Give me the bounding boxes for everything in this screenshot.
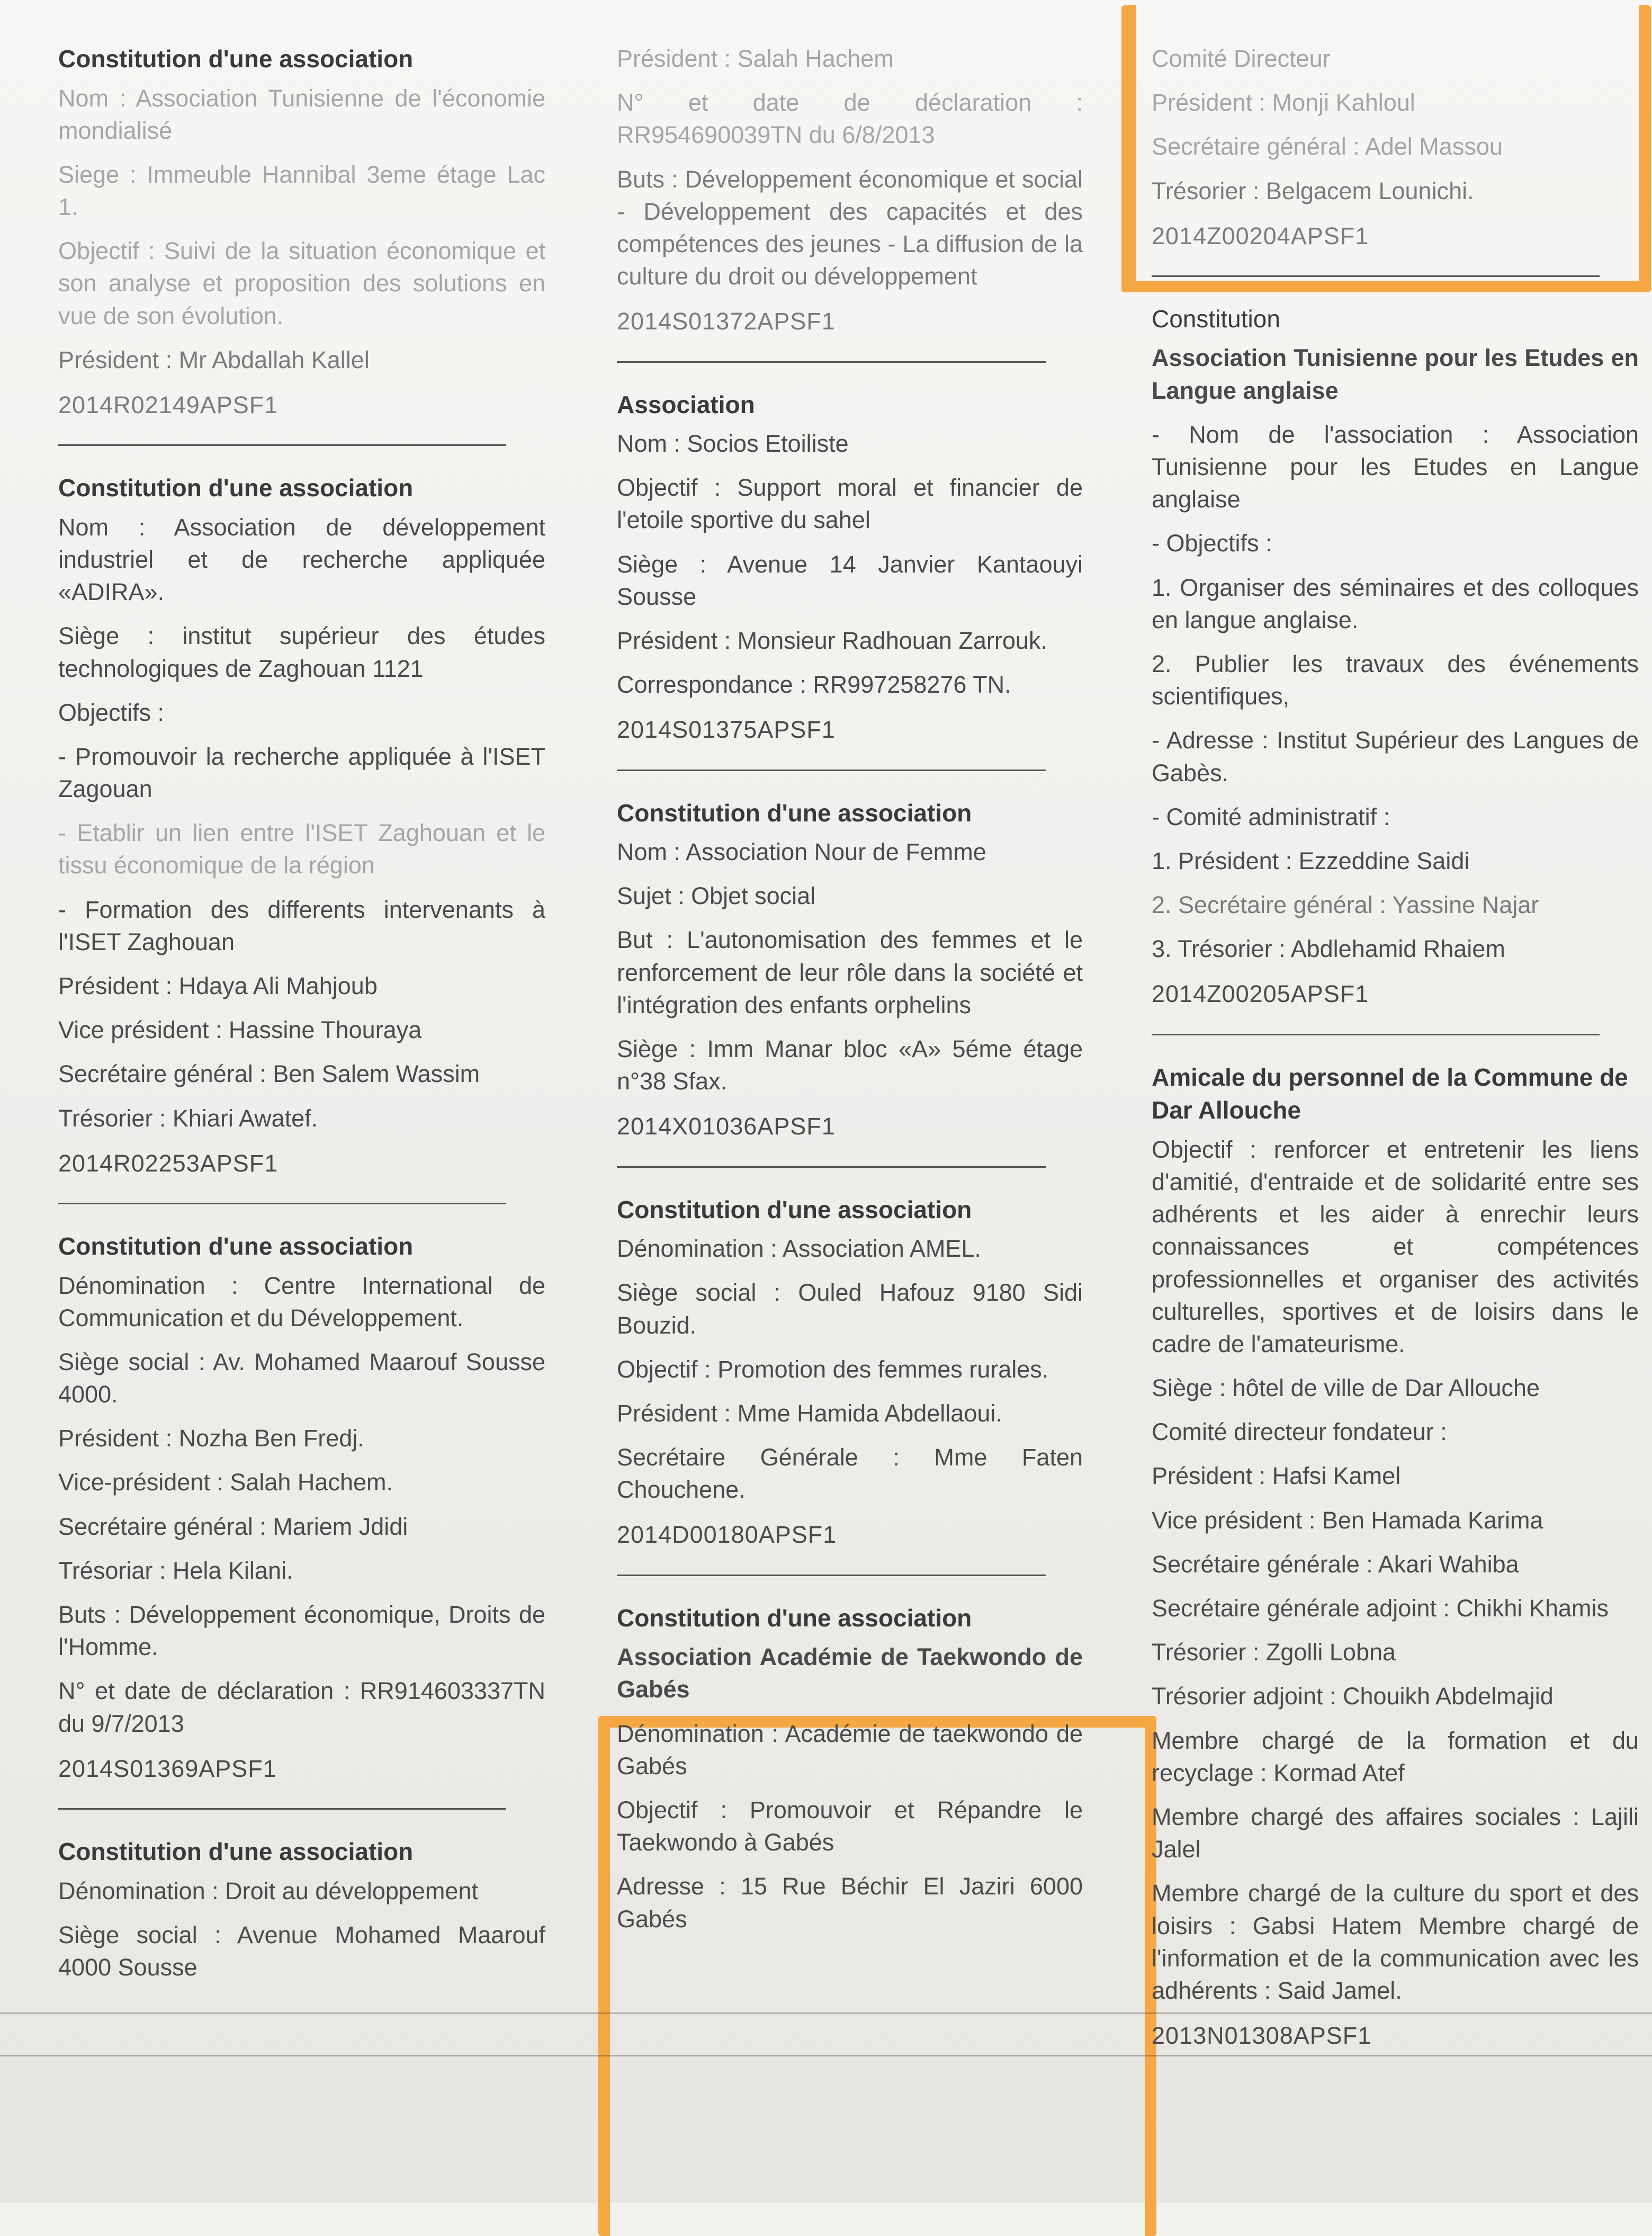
entry-line: Siège social : Av. Mohamed Maarouf Sousse 4000. [58,1348,545,1408]
separator [58,1203,506,1204]
column-2 [617,42,1083,1947]
entry [617,1193,1083,1551]
entry-heading: Constitution d'une association [58,1232,414,1260]
entry-line: Association Tunisienne pour les Etudes en Langue anglaise [1152,344,1639,404]
entry-line: Vice président : Ben Hamada Karima [1152,1506,1543,1534]
entry-line: Vice président : Hassine Thouraya [58,1016,422,1044]
entry-line: Objectif : Promotion des femmes rurales. [617,1355,1049,1383]
entry-line: Nom : Association Nour de Femme [617,838,986,866]
separator [617,1575,1046,1576]
entry [58,42,545,421]
entry-line: 3. Trésorier : Abdlehamid Rhaiem [1152,935,1505,963]
entry-line: Nom : Association Tunisienne de l'économie mondialisé [58,84,545,144]
entry-heading: Constitution d'une association [617,1195,972,1223]
entry-line: Siège : Imm Manar bloc «A» 5éme étage n°38 Sfax. [617,1035,1083,1095]
entry-line: Nom : Association de développement industriel et de recherche appliquée «ADIRA». [58,513,545,606]
entry [1152,42,1639,252]
entry-line: Dénomination : Droit au développement [58,1877,478,1904]
entry-heading: Constitution d'une association [58,1837,414,1865]
entry-line: Dénomination : Académie de taekwondo de Gabés [617,1720,1083,1779]
entry-line: 2. Publier les travaux des événements scientifiques, [1152,650,1639,710]
entry-line: N° et date de déclaration : RR914603337TN du 9/7/2013 [58,1677,545,1737]
entry-heading: Constitution d'une association [617,1604,972,1632]
entry-line: Correspondance : RR997258276 TN. [617,671,1011,699]
entry [617,42,1083,338]
reference-number: 2014S01369APSF1 [58,1755,277,1782]
entry-heading: Constitution d'une association [58,474,414,502]
entry-line: Siège : Avenue 14 Janvier Kantaouyi Sousse [617,550,1083,610]
entry-line: But : L'autonomisation des femmes et le renforcement de leur rôle dans la société et l'intégration des enfants orphelins [617,926,1083,1018]
entry-line: - Etablir un lien entre l'ISET Zaghouan et le tissu économique de la région [58,819,545,879]
reference-number: 2014S01372APSF1 [617,308,836,335]
separator [617,770,1046,771]
entry [58,1230,545,1785]
entry-line: Objectif : renforcer et entretenir les liens d'amitié, d'entraide et de solidarité entre ses adhérents et les aider à enrechir leurs connaissances et compétences professionnelles et organiser des activités culturelles, sportives et de loisirs dans le cadre de l'amateurisme. [1152,1135,1639,1357]
entry [617,797,1083,1143]
column-3 [1152,42,1639,2063]
entry-line: Adresse : 15 Rue Béchir El Jaziri 6000 Gabés [617,1873,1083,1933]
entry-line: Secrétaire général : Adel Massou [1152,133,1503,160]
entry-line: 1. Président : Ezzeddine Saidi [1152,847,1470,874]
entry-heading: Amicale du personnel de la Commune de Dar Allouche [1152,1063,1628,1124]
entry-line: Trésorier : Zgolli Lobna [1152,1639,1396,1666]
entry-line: Association Académie de Taekwondo de Gabés [617,1643,1083,1703]
entry-line: Siège social : Avenue Mohamed Maarouf 4000 Sousse [58,1921,545,1981]
entry-line: Président : Mme Hamida Abdellaoui. [617,1399,1002,1427]
entry-line: Membre chargé des affaires sociales : Lajili Jalel [1152,1803,1639,1863]
entry-line: N° et date de déclaration : RR954690039TN du 6/8/2013 [617,89,1083,149]
reference-number: 2014S01375APSF1 [617,716,836,744]
reference-number: 2013N01308APSF1 [1152,2022,1372,2050]
entry-line: Secrétaire générale : Akari Wahiba [1152,1550,1519,1578]
entry-heading: Constitution d'une association [58,45,414,73]
entry-line: - Objectifs : [1152,530,1272,557]
entry-line: - Nom de l'association : Association Tunisienne pour les Etudes en Langue anglaise [1152,421,1639,513]
entry-line: Président : Monsieur Radhouan Zarrouk. [617,627,1047,654]
entry-line: Président : Nozha Ben Fredj. [58,1425,364,1452]
entry-line: Comité directeur fondateur : [1152,1418,1447,1446]
entry-line: Objectif : Promouvoir et Répandre le Taekwondo à Gabés [617,1796,1083,1856]
entry-line: Trésorier : Khiari Awatef. [58,1104,318,1132]
reference-number: 2014Z00204APSF1 [1152,222,1369,249]
entry-line: Siège : institut supérieur des études technologiques de Zaghouan 1121 [58,622,545,682]
entry-line: - Formation des differents intervenants à l'ISET Zaghouan [58,896,545,955]
entry-line: Secrétaire générale adjoint : Chikhi Khamis [1152,1595,1609,1622]
reference-number: 2014D00180APSF1 [617,1521,837,1549]
separator [1152,1034,1600,1035]
entry [1152,302,1639,1010]
entry-line: Objectif : Support moral et financier de l'etoile sportive du sahel [617,474,1083,534]
separator [617,1166,1046,1168]
entry-line: Trésorier : Belgacem Lounichi. [1152,177,1474,204]
reference-number: 2014R02149APSF1 [58,391,279,419]
reference-number: 2014X01036APSF1 [617,1113,836,1140]
entry-line: Membre chargé de la culture du sport et des loisirs : Gabsi Hatem Membre chargé de l'information et de la communication avec les adhérents : Said Jamel. [1152,1880,1639,2004]
entry [1152,1061,1639,2052]
entry-line: Objectifs : [58,699,165,726]
entry-line: Président : Mr Abdallah Kallel [58,346,370,373]
entry-line: Secrétaire Générale : Mme Faten Chouchene. [617,1444,1083,1504]
entry-line: Nom : Socios Etoiliste [617,430,849,458]
separator [58,444,506,446]
entry-line: Buts : Développement économique, Droits de l'Homme. [58,1601,545,1661]
entry-line: Président : Salah Hachem [617,45,894,72]
entry-line: Siège social : Ouled Hafouz 9180 Sidi Bouzid. [617,1279,1083,1339]
separator [1152,275,1600,277]
entry-line: Sujet : Objet social [617,882,816,910]
entry-line: Dénomination : Association AMEL. [617,1235,981,1263]
entry-line: Secrétaire général : Ben Salem Wassim [58,1060,480,1088]
entry-line: Siège : hôtel de ville de Dar Allouche [1152,1374,1540,1402]
reference-number: 2014R02253APSF1 [58,1149,279,1177]
entry-line: Secrétaire général : Mariem Jdidi [58,1513,408,1540]
entry [58,1835,545,1983]
entry-line: Buts : Développement économique et social - Développement des capacités et des compétences des jeunes - La diffusion de la culture du droit ou développement [617,165,1083,290]
entry-line: Trésoriar : Hela Kilani. [58,1557,293,1584]
entry-heading: Association [617,390,755,418]
reference-number: 2014Z00205APSF1 [1152,980,1369,1008]
entry [617,388,1083,746]
entry-line: Vice-président : Salah Hachem. [58,1469,393,1496]
separator [58,1808,506,1810]
entry-line: Dénomination : Centre International de Communication et du Développement. [58,1272,545,1331]
entry [617,1602,1083,1935]
entry-line: 1. Organiser des séminaires et des colloques en langue anglaise. [1152,574,1639,633]
entry-line: Comité Directeur [1152,45,1331,72]
entry-line: Trésorier adjoint : Chouikh Abdelmajid [1152,1683,1554,1710]
entry-line: Président : Hdaya Ali Mahjoub [58,972,378,1000]
column-1 [58,42,545,1995]
entry-heading: Constitution d'une association [617,799,972,827]
entry-line: - Promouvoir la recherche appliquée à l'ISET Zagouan [58,743,545,803]
entry [58,471,545,1179]
entry-line: Objectif : Suivi de la situation économique et son analyse et proposition des solutions en vue de son évolution. [58,237,545,329]
separator [617,361,1046,363]
entry-line: Siege : Immeuble Hannibal 3eme étage Lac 1. [58,160,545,221]
entry-line: 2. Secrétaire général : Yassine Najar [1152,891,1539,919]
entry-line: Président : Hafsi Kamel [1152,1462,1401,1490]
entry-line: - Comité administratif : [1152,803,1390,830]
entry-heading: Constitution [1152,305,1280,333]
entry-line: Président : Monji Kahloul [1152,89,1415,117]
entry-line: Membre chargé de la formation et du recyclage : Kormad Atef [1152,1727,1639,1786]
entry-line: - Adresse : Institut Supérieur des Langues de Gabès. [1152,727,1639,786]
